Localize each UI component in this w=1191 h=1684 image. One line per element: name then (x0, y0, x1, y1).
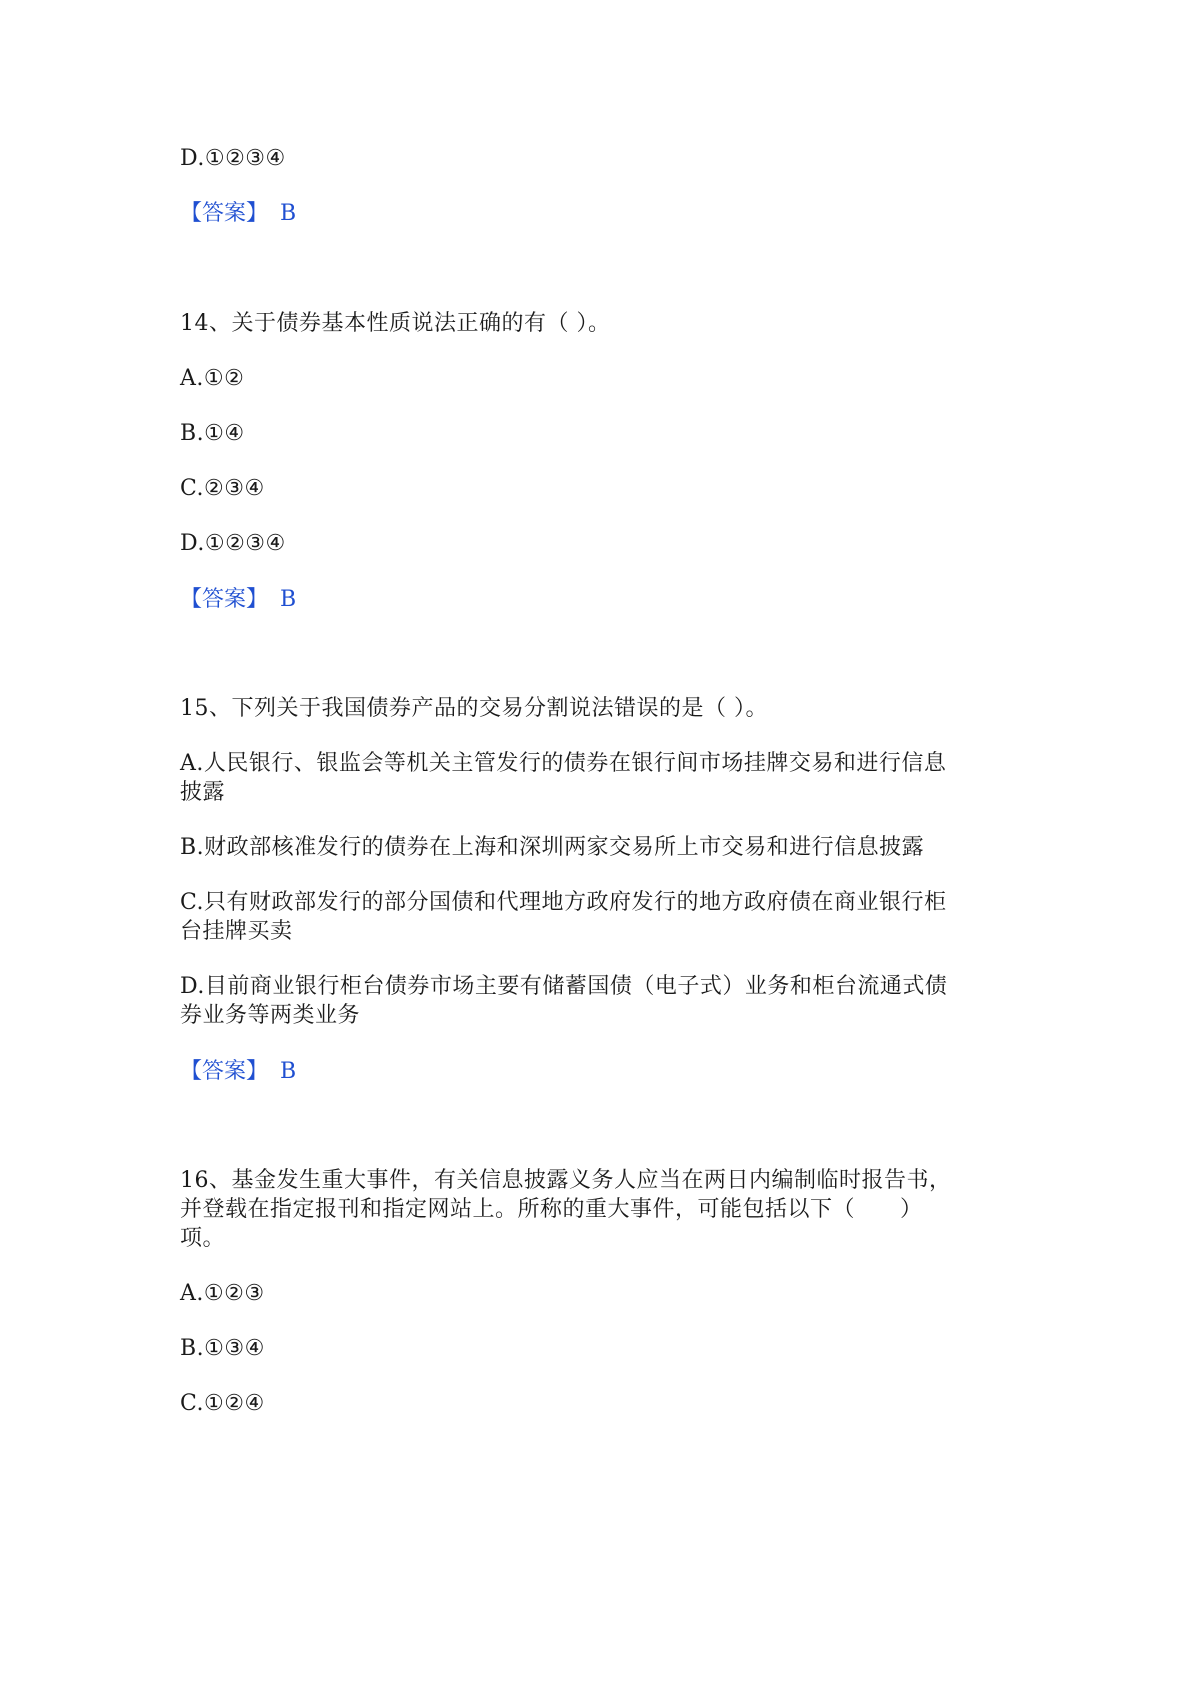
q14-stem: 14、关于债券基本性质说法正确的有（ ）。 (180, 311, 611, 336)
q15-option-a-line2: 披露 (180, 780, 226, 805)
answer-tag: 【答案】 (180, 587, 269, 612)
q15-option-d-line1: D.目前商业银行柜台债券市场主要有储蓄国债（电子式）业务和柜台流通式债 (180, 974, 948, 999)
answer-tag: 【答案】 (180, 1059, 269, 1084)
answer-value: B (280, 1059, 297, 1084)
q14-option-d: D.①②③④ (180, 531, 286, 556)
q15-answer (180, 1057, 296, 1087)
q16-option-a: A.①②③ (180, 1281, 265, 1306)
q15-option-c-line2: 台挂牌买卖 (180, 919, 293, 944)
q16-stem-line2: 并登载在指定报刊和指定网站上。所称的重大事件，可能包括以下（ ） (180, 1197, 923, 1222)
q14-option-a: A.①② (180, 366, 245, 391)
answer-tag: 【答案】 (180, 201, 269, 226)
q16-option-c: C.①②④ (180, 1391, 265, 1416)
answer-value: B (280, 201, 297, 226)
prev-answer (180, 199, 296, 229)
q14-option-c: C.②③④ (180, 476, 265, 501)
q16-stem-line1: 16、基金发生重大事件，有关信息披露义务人应当在两日内编制临时报告书， (180, 1168, 952, 1193)
prev-option-d: D.①②③④ (180, 146, 286, 171)
q16-option-b: B.①③④ (180, 1336, 265, 1361)
q16-stem-line3: 项。 (180, 1226, 226, 1251)
answer-value: B (280, 587, 297, 612)
q15-stem: 15、下列关于我国债券产品的交易分割说法错误的是（ ）。 (180, 696, 768, 721)
q15-option-b: B.财政部核准发行的债券在上海和深圳两家交易所上市交易和进行信息披露 (180, 835, 925, 860)
q15-option-d-line2: 券业务等两类业务 (180, 1003, 361, 1028)
q15-option-a-line1: A.人民银行、银监会等机关主管发行的债券在银行间市场挂牌交易和进行信息 (180, 751, 947, 776)
q14-option-b: B.①④ (180, 421, 245, 446)
q15-option-c-line1: C.只有财政部发行的部分国债和代理地方政府发行的地方政府债在商业银行柜 (180, 890, 947, 915)
q14-answer (180, 585, 296, 615)
